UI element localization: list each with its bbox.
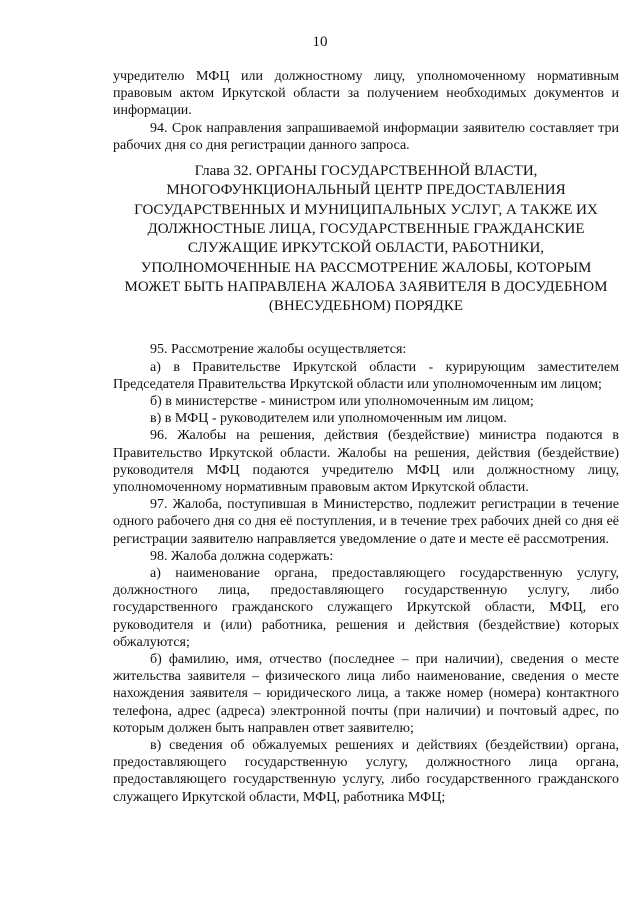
- paragraph-98b: б) фамилию, имя, отчество (последнее – при наличии), сведения о месте жительства заявителя – физического лица либо наименование, сведения о месте нахождения заявителя – юридического лица, а также номер (номера) контактного телефона, адрес (адреса) электронной почты (при наличии) и почтовый адрес, по которым должен быть направлен ответ заявителю;: [113, 652, 619, 736]
- paragraph-95b: б) в министерстве - министром или уполномоченным им лицом;: [150, 394, 534, 409]
- section-complaints: [113, 341, 619, 805]
- paragraph-95c: в) в МФЦ - руководителем или уполномоченным им лицом.: [150, 411, 507, 427]
- paragraph-94: 94. Срок направления запрашиваемой информации заявителю составляет три рабочих дня со дня регистрации данного запроса.: [113, 120, 619, 153]
- paragraph-98: 98. Жалоба должна содержать:: [150, 548, 334, 564]
- paragraph-95a: а) в Правительстве Иркутской области - курирующим заместителем Председателя Правительства Иркутской области или уполномоченным им лицом;: [113, 359, 619, 392]
- paragraph-95: 95. Рассмотрение жалобы осуществляется:: [150, 342, 407, 358]
- paragraph-96: 96. Жалобы на решения, действия (бездействие) министра подаются в Правительство Иркутской области. Жалобы на решения, действия (бездействие) руководителя МФЦ подаются учредителю МФЦ или должностному лицу, уполномоченному нормативным правовым актом Иркутской области.: [113, 428, 619, 496]
- body-text: [113, 68, 619, 806]
- paragraph-98c: в) сведения об обжалуемых решениях и действиях (бездействии) органа, предоставляющего государственную услугу, должностного лица органа, предоставляющего государственную услугу, либо государственного гражданского служащего Иркутской области, МФЦ, работника МФЦ;: [113, 738, 619, 805]
- paragraph-98a: а) наименование органа, предоставляющего государственную услугу, должностного лица, предоставляющего государственную услугу, либо государственного гражданского служащего Иркутской области, МФЦ, его руководителя и (или) работника, решения и действия (бездействие) которых обжалуются;: [113, 566, 619, 650]
- chapter-heading: Глава 32. ОРГАНЫ ГОСУДАРСТВЕННОЙ ВЛАСТИ, МНОГОФУНКЦИОНАЛЬНЫЙ ЦЕНТР ПРЕДОСТАВЛЕНИЯ ГОСУДАРСТВЕННЫХ И МУНИЦИПАЛЬНЫХ УСЛУГ, А ТАКЖЕ ИХ ДОЛЖНОСТНЫЕ ЛИЦА, ГОСУДАРСТВЕННЫЕ ГРАЖДАНСКИЕ СЛУЖАЩИЕ ИРКУТСКОЙ ОБЛАСТИ, РАБОТНИКИ, УПОЛНОМОЧЕННЫЕ НА РАССМОТРЕНИЕ ЖАЛОБЫ, КОТОРЫМ МОЖЕТ БЫТЬ НАПРАВЛЕНА ЖАЛОБА ЗАЯВИТЕЛЯ В ДОСУДЕБНОМ (ВНЕСУДЕБНОМ) ПОРЯДКЕ: [124, 163, 608, 315]
- paragraph-continuation: учредителю МФЦ или должностному лицу, уполномоченному нормативным правовым актом Иркутской области за получением необходимых документов и информации.: [113, 69, 619, 119]
- paragraph-97: 97. Жалоба, поступившая в Министерство, подлежит регистрации в течение одного рабочего дня со дня её поступления, и в течение трех рабочих дней со дня её регистрации заявителю направляется уведомление о дате и месте её рассмотрения.: [113, 497, 619, 547]
- page-number: 10: [312, 34, 328, 50]
